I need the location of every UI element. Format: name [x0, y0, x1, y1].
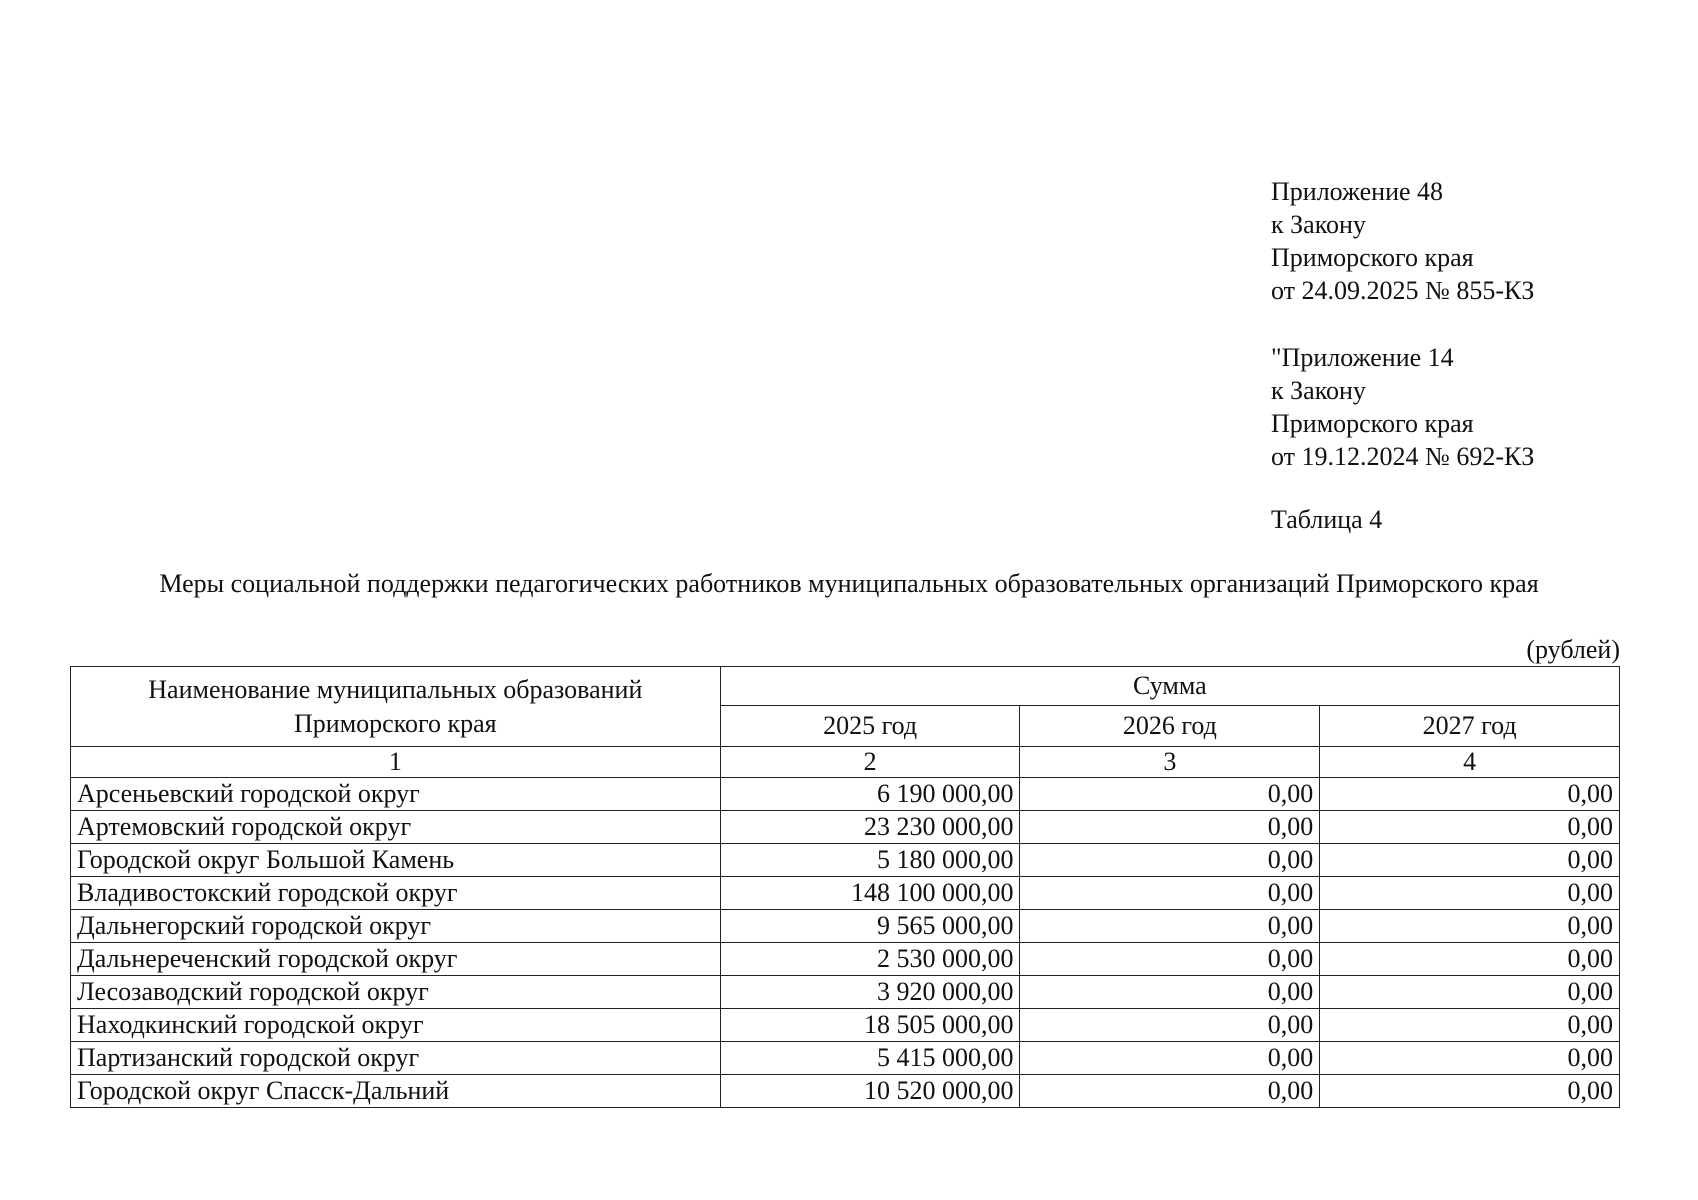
amount-2025: 23 230 000,00 [720, 811, 1020, 844]
amount-2025: 10 520 000,00 [720, 1075, 1020, 1108]
header-year-2026: 2026 год [1020, 706, 1320, 747]
amount-2026: 0,00 [1020, 910, 1320, 943]
amount-2026: 0,00 [1020, 976, 1320, 1009]
table-row [71, 811, 1620, 844]
amount-2025: 5 415 000,00 [720, 1042, 1020, 1075]
amount-2027: 0,00 [1320, 844, 1620, 877]
header-year-2025: 2025 год [720, 706, 1020, 747]
amount-2026: 0,00 [1020, 844, 1320, 877]
amount-2026: 0,00 [1020, 1009, 1320, 1042]
table-row [71, 1009, 1620, 1042]
table-row [71, 844, 1620, 877]
table-row [71, 943, 1620, 976]
table-body [71, 778, 1620, 1108]
amount-2026: 0,00 [1020, 877, 1320, 910]
amount-2025: 148 100 000,00 [720, 877, 1020, 910]
amount-2027: 0,00 [1320, 1009, 1620, 1042]
amount-2025: 5 180 000,00 [720, 844, 1020, 877]
approval-line-2: к Закону [1271, 210, 1366, 239]
amount-2026: 0,00 [1020, 811, 1320, 844]
approval-line-4: от 24.09.2025 № 855-КЗ [1271, 276, 1535, 305]
table-row [71, 1075, 1620, 1108]
original-line-4: от 19.12.2024 № 692-КЗ [1271, 442, 1535, 471]
approval-reference [1271, 175, 1534, 307]
table-row [71, 910, 1620, 943]
funding-table [70, 666, 1620, 1108]
column-number-row [71, 747, 1620, 778]
amount-2027: 0,00 [1320, 1042, 1620, 1075]
amount-2027: 0,00 [1320, 943, 1620, 976]
amount-2025: 2 530 000,00 [720, 943, 1020, 976]
municipality-name: Дальнегорский городской округ [71, 910, 721, 943]
amount-2026: 0,00 [1020, 1042, 1320, 1075]
header-sum: Сумма [720, 667, 1619, 706]
amount-2025: 18 505 000,00 [720, 1009, 1020, 1042]
approval-line-3: Приморского края [1271, 243, 1474, 272]
table-number: Таблица 4 [1271, 505, 1383, 534]
original-reference [1271, 341, 1534, 473]
document-title: Меры социальной поддержки педагогических работников муниципальных образовательных организаций Приморского края [159, 569, 1539, 598]
amount-2027: 0,00 [1320, 910, 1620, 943]
municipality-name: Артемовский городской округ [71, 811, 721, 844]
table-header [71, 667, 1620, 778]
amount-2025: 9 565 000,00 [720, 910, 1020, 943]
municipality-name: Партизанский городской округ [71, 1042, 721, 1075]
municipality-name: Арсеньевский городской округ [71, 778, 721, 811]
column-number: 3 [1020, 747, 1320, 778]
table-row [71, 1042, 1620, 1075]
column-number: 4 [1320, 747, 1620, 778]
table-row [71, 778, 1620, 811]
header-row-top [71, 667, 1620, 706]
units-label: (рублей) [1526, 635, 1620, 664]
amount-2027: 0,00 [1320, 811, 1620, 844]
amount-2025: 3 920 000,00 [720, 976, 1020, 1009]
original-line-1: "Приложение 14 [1271, 343, 1454, 372]
municipality-name: Городской округ Спасск-Дальний [71, 1075, 721, 1108]
amount-2025: 6 190 000,00 [720, 778, 1020, 811]
municipality-name: Лесозаводский городской округ [71, 976, 721, 1009]
amount-2027: 0,00 [1320, 877, 1620, 910]
municipality-name: Находкинский городской округ [71, 1009, 721, 1042]
header-year-2027: 2027 год [1320, 706, 1620, 747]
table-row [71, 877, 1620, 910]
original-line-2: к Закону [1271, 376, 1366, 405]
amount-2027: 0,00 [1320, 976, 1620, 1009]
amount-2027: 0,00 [1320, 1075, 1620, 1108]
table-row [71, 976, 1620, 1009]
amount-2026: 0,00 [1020, 778, 1320, 811]
column-number: 1 [71, 747, 721, 778]
amount-2027: 0,00 [1320, 778, 1620, 811]
amount-2026: 0,00 [1020, 1075, 1320, 1108]
original-line-3: Приморского края [1271, 409, 1474, 438]
column-number: 2 [720, 747, 1020, 778]
approval-line-1: Приложение 48 [1271, 177, 1444, 206]
header-municipality: Наименование муниципальных образований Приморского края [71, 667, 721, 747]
municipality-name: Городской округ Большой Камень [71, 844, 721, 877]
municipality-name: Владивостокский городской округ [71, 877, 721, 910]
amount-2026: 0,00 [1020, 943, 1320, 976]
municipality-name: Дальнереченский городской округ [71, 943, 721, 976]
